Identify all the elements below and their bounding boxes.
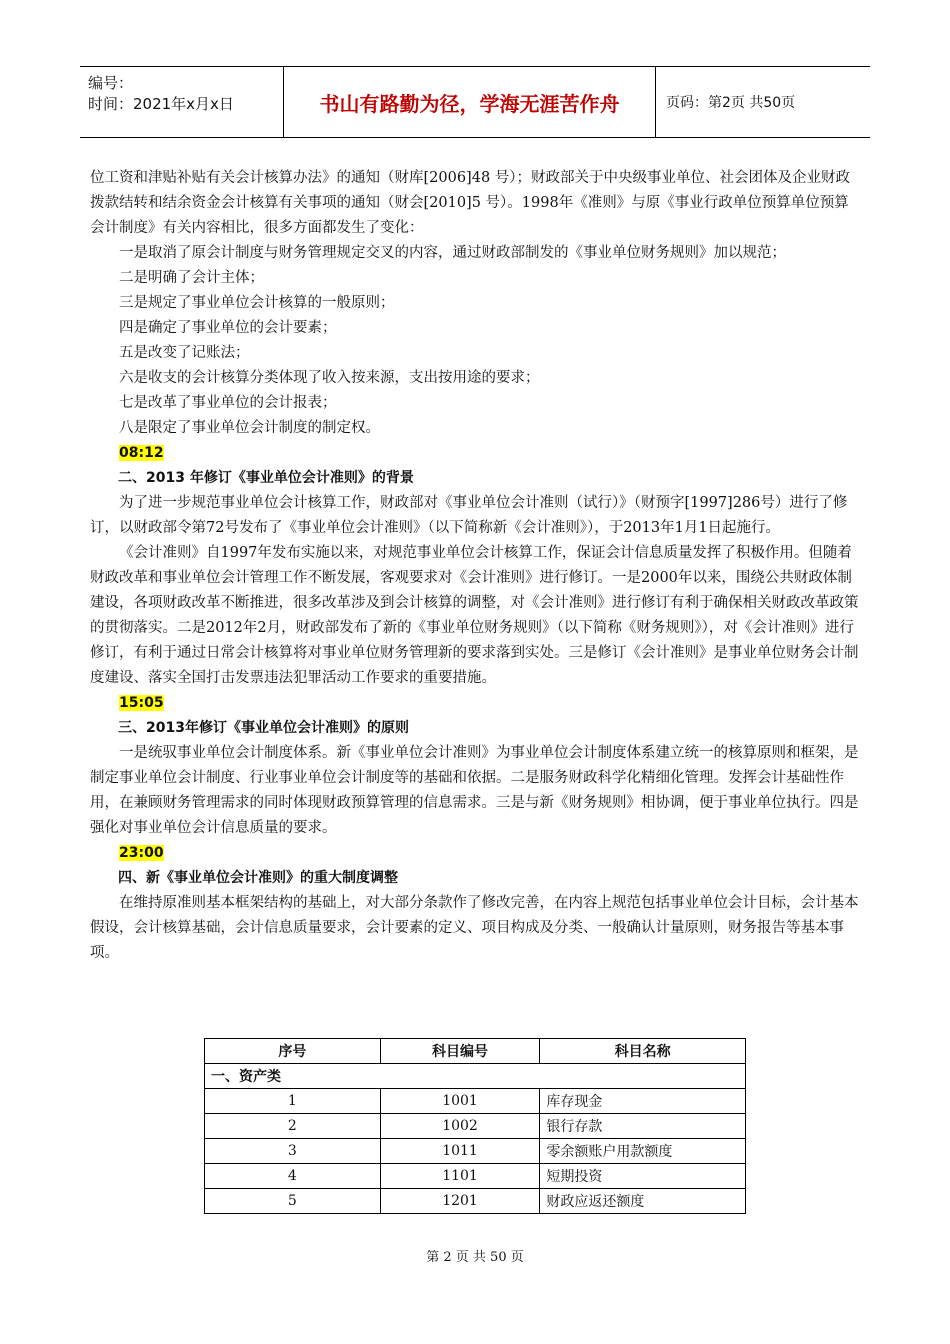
cell-name: 零余额账户用款额度 <box>540 1139 746 1164</box>
timestamp-highlight: 23:00 <box>119 845 164 861</box>
cell-number: 2 <box>205 1114 381 1139</box>
cell-number: 3 <box>205 1139 381 1164</box>
column-header-code: 科目编号 <box>380 1039 540 1064</box>
section-heading: 二、2013 年修订《事业单位会计准则》的背景 <box>118 470 414 486</box>
table-row <box>205 1139 746 1164</box>
header-page-info: 页码：第2页 共50页 <box>666 95 796 111</box>
header-motto: 书山有路勤为径，学海无涯苦作舟 <box>284 67 656 137</box>
table-header-row <box>205 1039 746 1064</box>
page-header <box>80 66 870 138</box>
cell-code: 1101 <box>380 1164 540 1189</box>
change-item: 七是改革了事业单位的会计报表； <box>119 395 337 411</box>
column-header-name: 科目名称 <box>540 1039 746 1064</box>
cell-name: 财政应返还额度 <box>540 1189 746 1214</box>
table-row <box>205 1164 746 1189</box>
cell-number: 4 <box>205 1164 381 1189</box>
section-heading: 三、2013年修订《事业单位会计准则》的原则 <box>118 720 409 736</box>
category-label: 一、资产类 <box>205 1064 746 1089</box>
section-paragraph: 为了进一步规范事业单位会计核算工作，财政部对《事业单位会计准则（试行）》（财预字[1997]286号）进行了修订，以财政部令第72号发布了《事业单位会计准则》（以下简称新《会计准则》），于2013年1月1日起施行。 <box>90 495 848 536</box>
timestamp-row <box>90 441 860 466</box>
doc-number-label: 编号： <box>88 74 134 92</box>
change-item: 八是限定了事业单位会计制度的制定权。 <box>119 420 380 436</box>
cell-number: 1 <box>205 1089 381 1114</box>
change-item: 五是改变了记账法； <box>119 345 250 361</box>
change-item: 四是确定了事业单位的会计要素； <box>119 320 337 336</box>
table-category-row <box>205 1064 746 1089</box>
change-item: 六是收支的会计核算分类体现了收入按来源，支出按用途的要求； <box>119 370 540 386</box>
account-subjects-table <box>204 1038 746 1214</box>
section-paragraph: 一是统驭事业单位会计制度体系。新《事业单位会计准则》为事业单位会计制度体系建立统一的核算原则和框架，是制定事业单位会计制度、行业事业单位会计制度等的基础和依据。二是服务财政科学化精细化管理。发挥会计基础性作用，在兼顾财务管理需求的同时体现财政预算管理的信息需求。三是与新《财务规则》相协调，便于事业单位执行。四是强化对事业单位会计信息质量的要求。 <box>90 745 859 836</box>
header-meta <box>80 67 284 137</box>
document-body <box>90 166 860 966</box>
timestamp-row <box>90 841 860 866</box>
cell-code: 1201 <box>380 1189 540 1214</box>
change-item: 一是取消了原会计制度与财务管理规定交叉的内容，通过财政部制发的《事业单位财务规则》加以规范； <box>119 245 786 261</box>
cell-code: 1011 <box>380 1139 540 1164</box>
table-row <box>205 1114 746 1139</box>
section-paragraph: 《会计准则》自1997年发布实施以来，对规范事业单位会计核算工作，保证会计信息质量发挥了积极作用。但随着财政改革和事业单位会计管理工作不断发展，客观要求对《会计准则》进行修订。一是2000年以来，围绕公共财政体制建设，各项财政改革不断推进，很多改革涉及到会计核算的调整，对《会计准则》进行修订有利于确保相关财政改革政策的贯彻落实。二是2012年2月，财政部发布了新的《事业单位财务规则》（以下简称《财务规则》），对《会计准则》进行修订，有利于通过日常会计核算将对事业单位财务管理新的要求落到实处。三是修订《会计准则》是事业单位财务会计制度建设、落实全国打击发票违法犯罪活动工作要求的重要措施。 <box>90 545 859 686</box>
section-paragraph: 在维持原准则基本框架结构的基础上，对大部分条款作了修改完善，在内容上规范包括事业单位会计目标，会计基本假设，会计核算基础，会计信息质量要求，会计要素的定义、项目构成及分类、一般确认计量原则，财务报告等基本事项。 <box>90 895 859 961</box>
cell-name: 银行存款 <box>540 1114 746 1139</box>
intro-paragraph: 位工资和津贴补贴有关会计核算办法》的通知（财库[2006]48 号）；财政部关于中央级事业单位、社会团体及企业财政拨款结转和结余资金会计核算有关事项的通知（财会[2010]5 号）。1998年《准则》与原《事业行政单位预算单位预算会计制度》有关内容相比，很多方面都发生了变化： <box>90 170 851 236</box>
table-row <box>205 1189 746 1214</box>
timestamp-row <box>90 691 860 716</box>
table-row <box>205 1089 746 1114</box>
cell-code: 1001 <box>380 1089 540 1114</box>
cell-code: 1002 <box>380 1114 540 1139</box>
cell-name: 库存现金 <box>540 1089 746 1114</box>
page-footer: 第 2 页 共 50 页 <box>426 1250 524 1265</box>
timestamp-highlight: 08:12 <box>119 445 164 461</box>
cell-number: 5 <box>205 1189 381 1214</box>
cell-name: 短期投资 <box>540 1164 746 1189</box>
section-heading: 四、新《事业单位会计准则》的重大制度调整 <box>118 870 398 886</box>
change-item: 三是规定了事业单位会计核算的一般原则； <box>119 295 395 311</box>
change-item: 二是明确了会计主体； <box>119 270 264 286</box>
doc-date-label: 时间：2021年x月x日 <box>88 95 234 113</box>
timestamp-highlight: 15:05 <box>119 695 164 711</box>
column-header-number: 序号 <box>205 1039 381 1064</box>
